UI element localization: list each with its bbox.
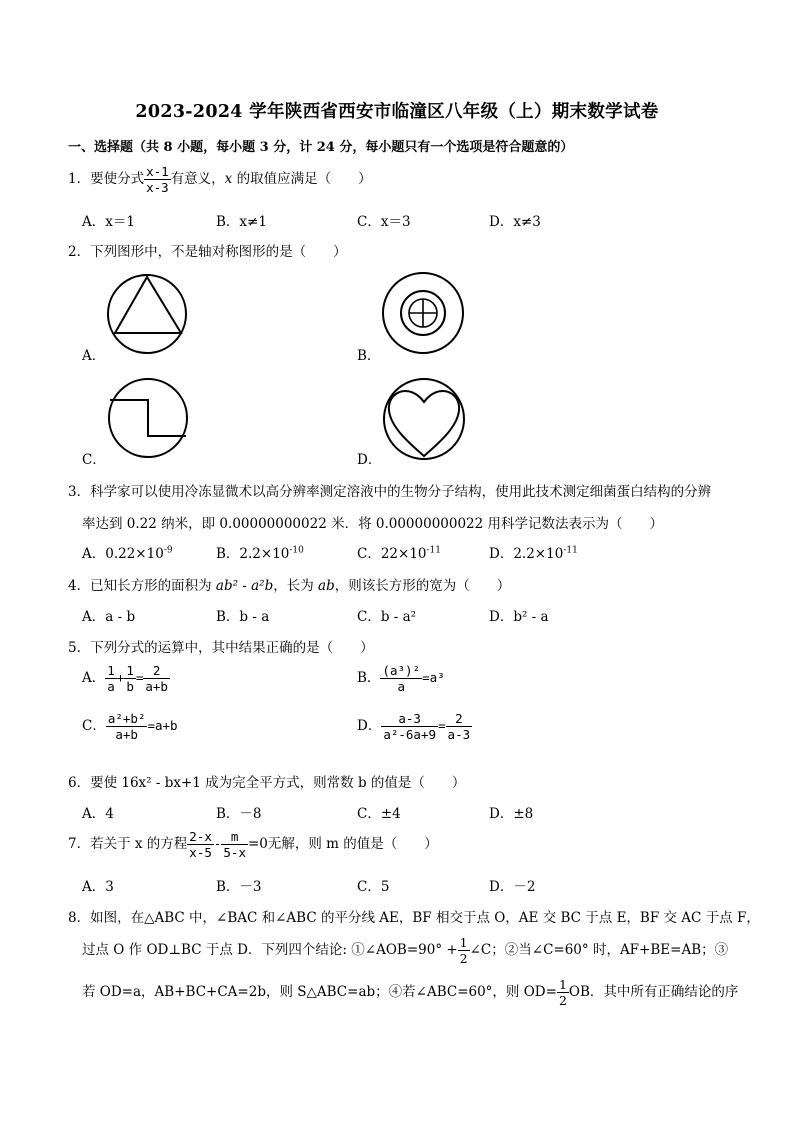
q4-expr: ab² - a²b	[215, 578, 274, 594]
q1-option-c[interactable]: C．x＝3	[357, 214, 411, 230]
q6-option-b[interactable]: B．－8	[216, 806, 262, 822]
page-title: 2023-2024 学年陕西省西安市临潼区八年级（上）期末数学试卷	[135, 102, 659, 122]
q7-option-c[interactable]: C．5	[357, 879, 390, 895]
question-6-stem: 6．要使 16x² - bx+1 成为完全平方式，则常数 b 的值是（ ）	[68, 775, 466, 791]
q3-c-exp: -11	[426, 545, 441, 556]
q5-c-den: a+b	[115, 727, 138, 743]
q8-half-frac-2	[557, 978, 569, 1007]
q5-a-frac3	[143, 664, 170, 693]
q6-option-c[interactable]: C．±4	[357, 806, 401, 822]
q5-d-num: a-3	[381, 712, 438, 727]
q7-option-a[interactable]: A．3	[82, 879, 114, 895]
q5-d-label: D．	[357, 718, 382, 735]
q3-b-base: B．2.2×10	[216, 546, 290, 562]
q4-stem-c: ，则该长方形的宽为（ ）	[334, 578, 511, 594]
circle-step-figure	[106, 376, 190, 460]
q5-d-d2: a-3	[447, 727, 471, 743]
q5-option-a[interactable]	[82, 664, 170, 693]
q7-f1-num: 2-x	[189, 829, 212, 844]
q8-line3a: 若 OD=a，AB+BC+CA=2b，则 S△ABC=ab；④若∠ABC=60°，则 OD=	[82, 984, 557, 1001]
q3-a-base: A．0.22×10	[82, 546, 164, 562]
q1-frac-den: x-3	[146, 180, 169, 196]
q5-a-frac2	[124, 664, 136, 693]
q5-option-d[interactable]	[357, 712, 472, 741]
q2-option-a[interactable]: A．	[82, 348, 106, 364]
q1-suffix-a: 有意义，	[170, 171, 225, 188]
q5-a-d2: b	[126, 679, 134, 695]
q5-option-b[interactable]	[357, 664, 445, 693]
q8-half-den: 2	[459, 951, 468, 967]
question-3-line2: 率达到 0.22 纳米，即 0.00000000022 米．将 0.00000000022 用科学记数法表示为（ ）	[82, 516, 664, 532]
q1-fraction	[144, 165, 171, 194]
q1-suffix-b: 的取值应满足（ ）	[232, 171, 372, 188]
circle-triangle-figure	[105, 272, 189, 356]
q5-b-label: B．	[357, 670, 381, 687]
question-1-stem	[68, 165, 372, 194]
q5-a-label: A．	[82, 670, 106, 687]
q5-a-n3: 2	[143, 664, 170, 679]
q3-d-exp: -11	[563, 545, 578, 556]
question-5-stem: 5．下列分式的运算中，其中结果正确的是（ ）	[68, 640, 374, 656]
q7-frac1	[187, 830, 214, 859]
q2-option-b[interactable]: B．	[357, 348, 381, 364]
q1-prefix: 1．要使分式	[68, 171, 145, 188]
q4-stem-a: 4．已知长方形的面积为	[68, 578, 216, 594]
q8-half-frac	[458, 936, 470, 965]
q5-a-plus: +	[116, 670, 125, 686]
q1-option-d[interactable]: D．x≠3	[489, 214, 541, 230]
section-heading: 一、选择题（共 8 小题，每小题 3 分，计 24 分，每小题只有一个选项是符合题意的）	[68, 140, 574, 155]
q2-option-d[interactable]: D．	[357, 452, 382, 468]
q5-c-rhs: =a+b	[147, 718, 178, 734]
q7-frac2	[221, 830, 248, 859]
q3-option-c[interactable]	[357, 542, 441, 562]
q5-c-label: C．	[82, 718, 106, 735]
question-8-line3	[82, 978, 738, 1007]
q7-f1-den: x-5	[189, 845, 212, 861]
q8-half-den-2: 2	[558, 993, 567, 1009]
q5-d-den: a²-6a+9	[383, 727, 437, 743]
q5-d-eq: =	[438, 718, 446, 734]
q3-a-exp: -9	[163, 545, 173, 556]
question-4-stem	[68, 574, 510, 594]
q7-f2-den: 5-x	[223, 845, 246, 861]
q1-var: x	[224, 171, 233, 188]
question-3-line1: 3．科学家可以使用冷冻显微术以高分辨率测定溶液中的生物分子结构，使用此技术测定细菌蛋白结构的分辨	[68, 484, 712, 500]
question-8-line2	[82, 936, 728, 965]
q5-d-frac1	[381, 712, 438, 741]
q6-option-d[interactable]: D．±8	[489, 806, 534, 822]
q5-a-frac1	[105, 664, 117, 693]
q3-b-exp: -10	[289, 545, 304, 556]
q1-option-a[interactable]: A．x＝1	[82, 214, 135, 230]
q5-a-d3: a+b	[145, 679, 168, 695]
concentric-circles-figure	[380, 270, 466, 356]
q7-suffix: =0无解，则 m 的值是（ ）	[247, 836, 438, 853]
q6-option-a[interactable]: A．4	[82, 806, 114, 822]
q7-option-b[interactable]: B．－3	[216, 879, 262, 895]
q4-stem-b: ，长为	[273, 578, 319, 594]
q4-option-b[interactable]: B．b - a	[216, 609, 270, 625]
q5-a-n1: 1	[107, 663, 115, 678]
question-8-line1: 8．如图，在△ABC 中，∠BAC 和∠ABC 的平分线 AE，BF 相交于点 O，AE 交 BC 于点 E，BF 交 AC 于点 F，	[68, 910, 760, 926]
q5-b-frac	[380, 664, 422, 693]
q8-line2a: 过点 O 作 OD⊥BC 于点 D．下列四个结论: ①∠AOB=90° +	[82, 942, 458, 959]
q5-a-n2: 1	[126, 663, 134, 678]
q8-line3b: OB．其中所有正确结论的序	[568, 984, 739, 1001]
q4-option-c[interactable]: C．b - a²	[357, 609, 417, 625]
q3-option-b[interactable]	[216, 542, 304, 562]
q5-c-frac	[106, 712, 148, 741]
q5-b-rhs: =a³	[422, 670, 445, 686]
q3-option-a[interactable]	[82, 542, 173, 562]
question-2-stem: 2．下列图形中，不是轴对称图形的是（ ）	[68, 244, 347, 260]
q5-a-d1: a	[107, 679, 115, 695]
q3-option-d[interactable]	[489, 542, 578, 562]
q1-frac-num: x-1	[146, 164, 169, 179]
q5-d-frac2	[446, 712, 473, 741]
q4-option-a[interactable]: A．a - b	[82, 609, 136, 625]
q4-len: ab	[318, 578, 335, 594]
q8-half-num-2: 1	[558, 977, 567, 992]
q7-minus: -	[213, 836, 222, 852]
question-7-stem	[68, 830, 438, 859]
q5-b-num: (a³)²	[382, 663, 421, 678]
circle-heart-figure	[381, 376, 467, 462]
q7-option-d[interactable]: D．－2	[489, 879, 536, 895]
q1-option-b[interactable]: B．x≠1	[216, 214, 267, 230]
q5-a-eq: =	[135, 670, 144, 686]
q5-c-num: a²+b²	[107, 711, 146, 726]
q8-line2b: ∠C；②当∠C=60° 时，AF+BE=AB；③	[469, 942, 729, 959]
q7-f2-num: m	[221, 830, 248, 845]
q5-d-n2: 2	[446, 712, 473, 727]
q5-b-den: a	[397, 679, 405, 695]
q3-d-base: D．2.2×10	[489, 546, 564, 562]
q5-option-c[interactable]	[82, 712, 178, 741]
q4-option-d[interactable]: D．b² - a	[489, 609, 549, 625]
q8-half-num: 1	[459, 935, 468, 950]
q7-prefix: 7．若关于 x 的方程	[68, 836, 188, 853]
q2-option-c[interactable]: C．	[82, 452, 106, 468]
q3-c-base: C．22×10	[357, 546, 427, 562]
